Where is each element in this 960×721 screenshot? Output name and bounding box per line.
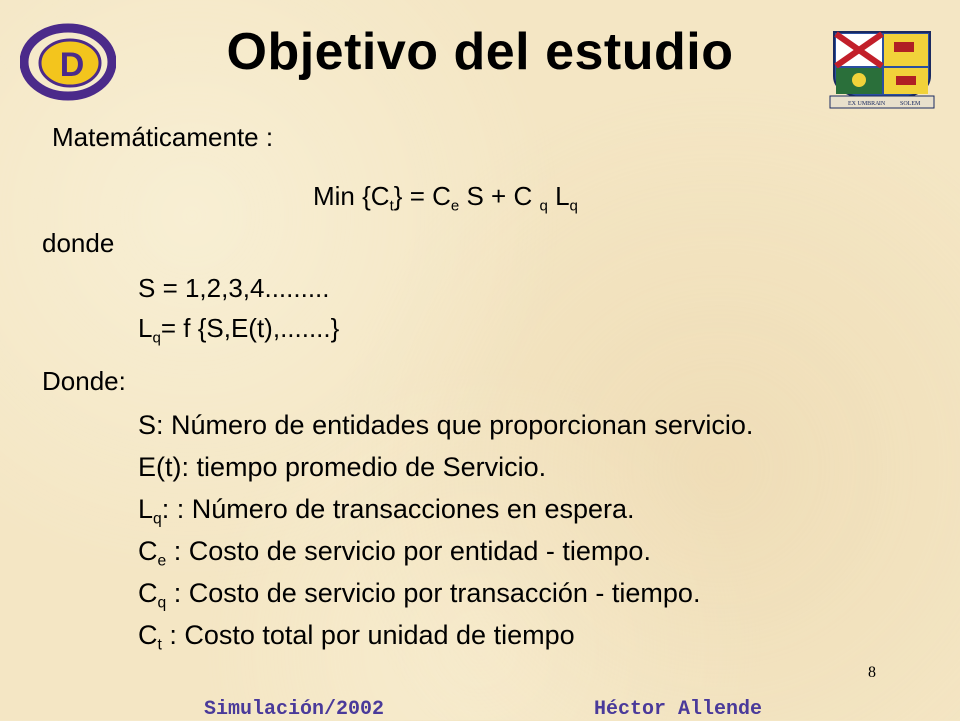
page-title: Objetivo del estudio	[226, 23, 734, 81]
crest-banner-left: EX UMBRA	[848, 101, 880, 107]
donde2-label: Donde:	[42, 366, 126, 396]
crest-banner-mid: IN	[878, 101, 886, 107]
footer-author: Héctor Allende	[594, 698, 763, 721]
page-number: 8	[868, 664, 876, 681]
definition-lq: $L_q$: : Número de transacciones en espera.	[138, 494, 635, 528]
definition-et: E(t): tiempo promedio de Servicio.	[138, 452, 547, 482]
lq-definition: $L_q= f$ {S,E(t),.......}	[138, 313, 340, 347]
definition-ce: $C_e$ : Costo de servicio por entidad - tiempo.	[138, 536, 651, 570]
definition-cq: $C_q$ : Costo de servicio por transacción - tiempo.	[138, 578, 701, 612]
crest-banner-right: SOLEM	[900, 101, 921, 107]
footer-course: Simulación/2002	[204, 698, 385, 721]
definition-s: S: Número de entidades que proporcionan servicio.	[138, 410, 754, 440]
definition-ct: $C_t$ : Costo total por unidad de tiempo	[138, 620, 575, 654]
donde-label: donde	[42, 228, 115, 258]
s-definition: S = 1,2,3,4.........	[138, 273, 330, 303]
cost-formula: Min $\{C_t\} = C_e$ S + C $_q$ $L_q$	[313, 181, 578, 215]
intro-text: Matemáticamente :	[52, 122, 274, 152]
university-crest-right	[826, 28, 938, 112]
logo-letter: D	[59, 46, 85, 84]
